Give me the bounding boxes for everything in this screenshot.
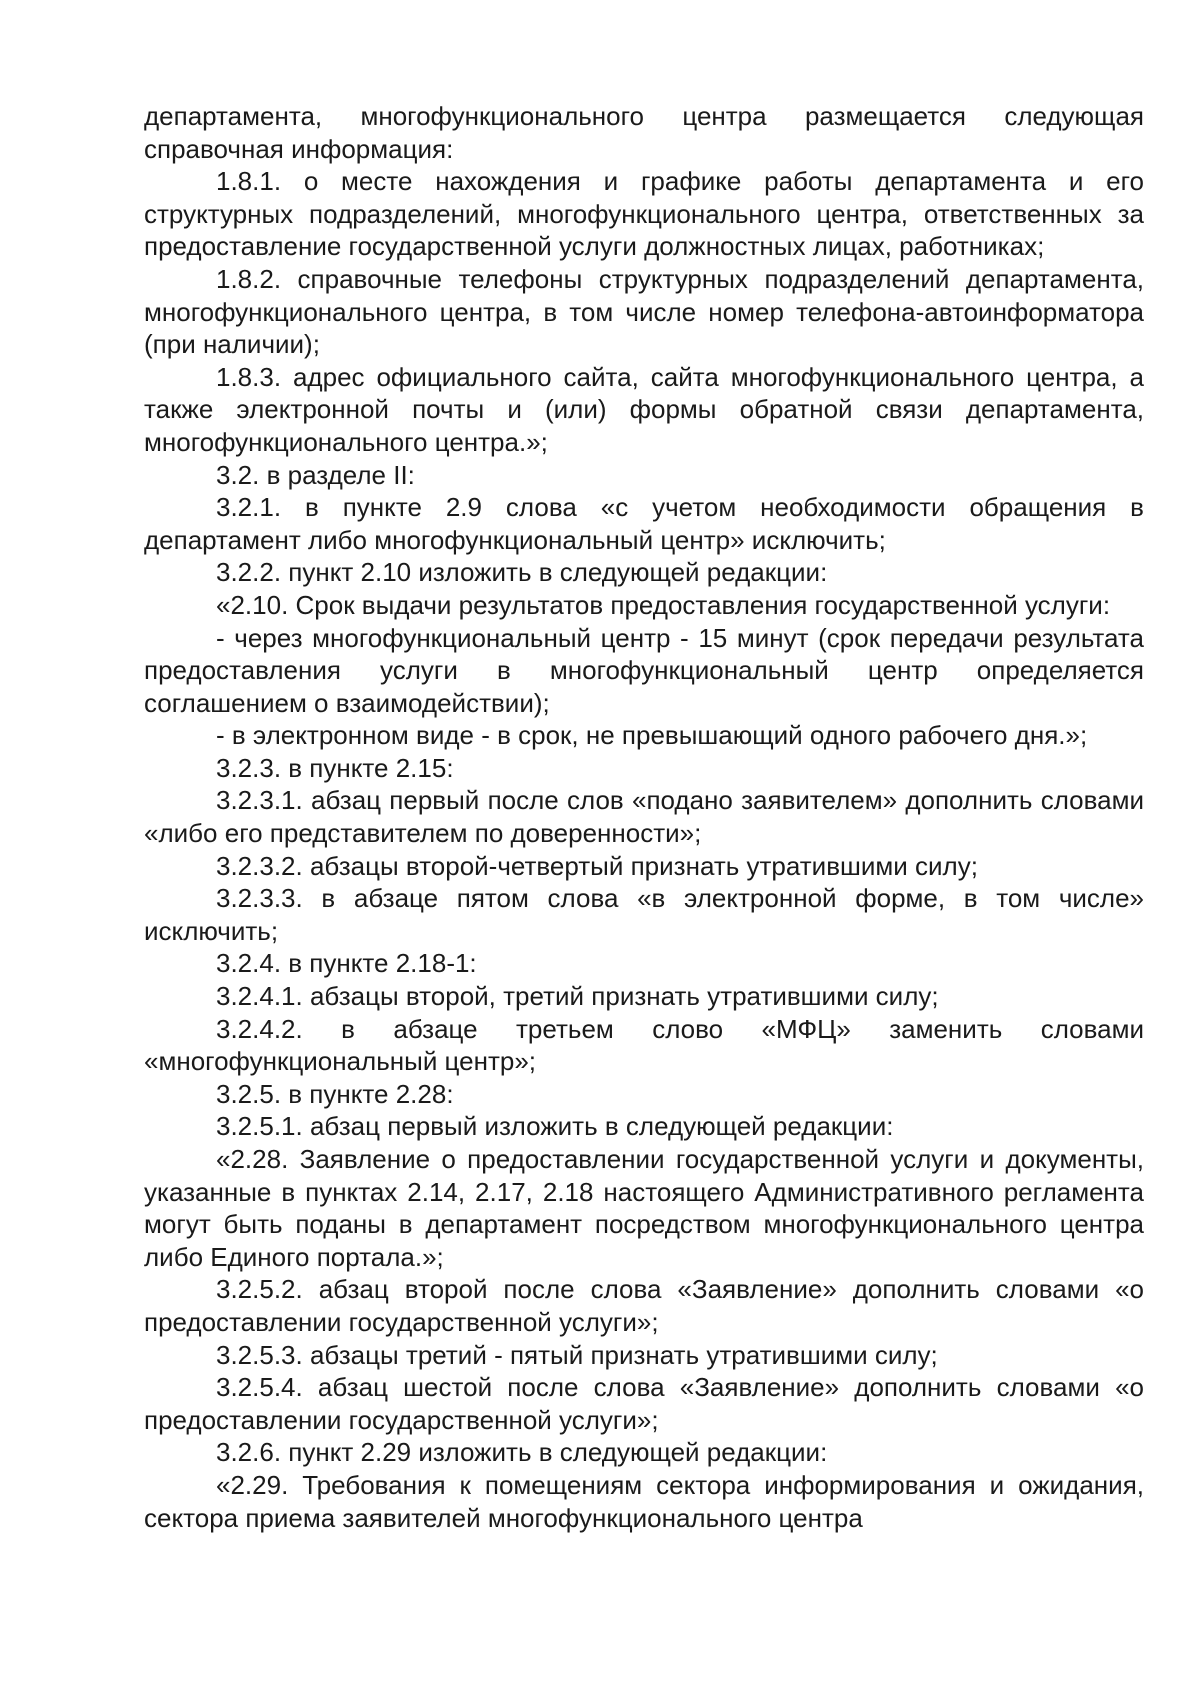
paragraph-mfc-term: - через многофункциональный центр - 15 минут (срок передачи результата предоставления услуги в многофункциональный центр определяется соглашением о взаимодействии); [144, 622, 1144, 718]
paragraph-intro: департамента, многофункционального центра размещается следующая справочная информация: [144, 101, 1144, 164]
paragraph-3-2-4-1: 3.2.4.1. абзацы второй, третий признать утратившими силу; [216, 981, 939, 1012]
paragraph-3-2-1: 3.2.1. в пункте 2.9 слова «с учетом необходимости обращения в департамент либо многофункциональный центр» исключить; [144, 492, 1144, 555]
paragraph-2-10: «2.10. Срок выдачи результатов предоставления государственной услуги: [216, 589, 1111, 620]
paragraph-3-2-3-3: 3.2.3.3. в абзаце пятом слова «в электронной форме, в том числе» исключить; [144, 883, 1144, 946]
paragraph-3-2-3: 3.2.3. в пункте 2.15: [216, 752, 454, 783]
paragraph-3-2-2: 3.2.2. пункт 2.10 изложить в следующей редакции: [216, 557, 828, 588]
paragraph-3-2-4: 3.2.4. в пункте 2.18-1: [216, 948, 477, 979]
paragraph-3-2-5-4: 3.2.5.4. абзац шестой после слова «Заявление» дополнить словами «о предоставлении государственной услуги»; [144, 1372, 1144, 1435]
paragraph-3-2-3-1: 3.2.3.1. абзац первый после слов «подано заявителем» дополнить словами «либо его представителем по доверенности»; [144, 785, 1144, 849]
document-page [144, 100, 1144, 1534]
paragraph-3-2-5-1: 3.2.5.1. абзац первый изложить в следующей редакции: [216, 1111, 894, 1142]
paragraph-3-2-5-2: 3.2.5.2. абзац второй после слова «Заявление» дополнить словами «о предоставлении государственной услуги»; [144, 1274, 1144, 1337]
paragraph-2-28: «2.28. Заявление о предоставлении государственной услуги и документы, указанные в пунктах 2.14, 2.17, 2.18 настоящего Административного регламента могут быть поданы в департамент посредством многофункционального центра либо Единого портала.»; [144, 1144, 1144, 1272]
paragraph-3-2-6: 3.2.6. пункт 2.29 изложить в следующей редакции: [216, 1437, 828, 1468]
paragraph-3-2-5: 3.2.5. в пункте 2.28: [216, 1078, 454, 1109]
paragraph-3-2-5-3: 3.2.5.3. абзацы третий - пятый признать утратившими силу; [216, 1339, 938, 1370]
paragraph-electronic-term: - в электронном виде - в срок, не превышающий одного рабочего дня.»; [216, 720, 1088, 751]
paragraph-1-8-2: 1.8.2. справочные телефоны структурных подразделений департамента, многофункционального центра, в том числе номер телефона-автоинформатора (при наличии); [144, 263, 1144, 360]
paragraph-3-2-3-2: 3.2.3.2. абзацы второй-четвертый признать утратившими силу; [216, 850, 978, 881]
paragraph-1-8-3: 1.8.3. адрес официального сайта, сайта многофункционального центра, а также электронной почты и (или) формы обратной связи департамента, многофункционального центра.»; [144, 361, 1144, 457]
paragraph-1-8-1: 1.8.1. о месте нахождения и графике работы департамента и его структурных подразделений, многофункционального центра, ответственных за предоставление государственной услуги должностных лицах, работниках; [144, 166, 1144, 262]
paragraph-3-2-4-2: 3.2.4.2. в абзаце третьем слово «МФЦ» заменить словами «многофункциональный центр»; [144, 1013, 1144, 1077]
paragraph-2-29: «2.29. Требования к помещениям сектора информирования и ожидания, сектора приема заявителей многофункционального центра [144, 1469, 1144, 1533]
paragraph-3-2: 3.2. в разделе II: [216, 459, 415, 490]
